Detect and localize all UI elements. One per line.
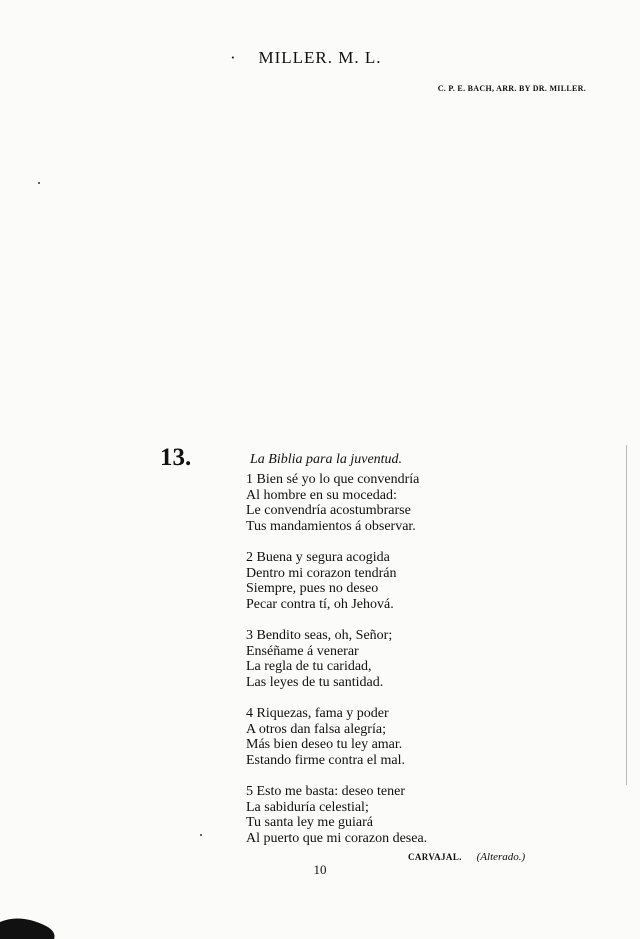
composer-credit: C. P. E. BACH, ARR. BY DR. MILLER.	[437, 84, 586, 93]
stanza-2	[246, 550, 396, 613]
stanza-line: 4 Riquezas, fama y poder	[246, 706, 389, 721]
stanza-line: Le convendría acostumbrarse	[246, 503, 411, 519]
header-dot: ·	[230, 48, 237, 67]
stanza-3	[246, 628, 392, 691]
hymn-number: 13.	[160, 444, 192, 471]
stanza-line: Al hombre en su mocedad:	[246, 487, 397, 503]
author-note: (Alterado.)	[476, 851, 526, 863]
page-number: 10	[313, 862, 327, 877]
stanza-line: Al puerto que mi corazon desea.	[246, 831, 428, 847]
stanza-line: Más bien deseo tu ley amar.	[246, 737, 403, 753]
stanza-line: Tu santa ley me guiará	[246, 815, 374, 831]
stanza-line: Las leyes de tu santidad.	[246, 675, 384, 691]
stanza-line: 3 Bendito seas, oh, Señor;	[246, 628, 393, 643]
stanza-5	[246, 784, 427, 847]
stanza-line: Siempre, pues no deseo	[246, 581, 379, 597]
stanza-line: A otros dan falsa alegría;	[246, 721, 386, 737]
stanza-line: 1 Bien sé yo lo que convendría	[246, 472, 420, 487]
stanza-line: Pecar contra tí, oh Jehová.	[246, 597, 394, 613]
hymn-title: La Biblia para la juventud.	[250, 452, 403, 467]
stanza-line: 5 Esto me basta: deseo tener	[246, 784, 406, 799]
tune-title: MILLER. M. L.	[258, 48, 382, 67]
margin-rule	[626, 445, 627, 785]
stanza-line: La regla de tu caridad,	[246, 659, 372, 675]
stanza-line: Estando firme contra el mal.	[246, 753, 405, 769]
stanza-line: Dentro mi corazon tendrán	[246, 565, 397, 581]
margin-speck	[200, 834, 202, 836]
stanza-line: La sabiduría celestial;	[246, 799, 369, 815]
stanza-1	[246, 472, 419, 535]
stanza-line: Tus mandamientos á observar.	[246, 519, 416, 535]
music-score	[0, 0, 640, 440]
author-name: CARVAJAL.	[408, 852, 462, 862]
margin-speck	[38, 182, 40, 184]
ink-smudge	[0, 914, 56, 939]
stanza-line: Enséñame á venerar	[246, 643, 359, 659]
stanza-line: 2 Buena y segura acogida	[246, 550, 390, 565]
stanza-4	[246, 706, 405, 769]
